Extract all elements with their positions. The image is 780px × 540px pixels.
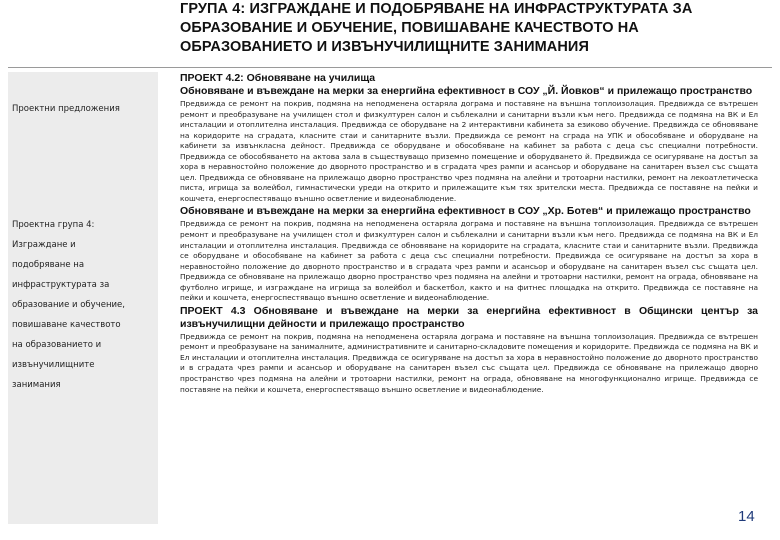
sidebar-label: Проектни предложения (12, 104, 120, 114)
sidebar-group-line: повишаване качеството (12, 320, 121, 330)
page-title: ГРУПА 4: ИЗГРАЖДАНЕ И ПОДОБРЯВАНЕ НА ИНФРАСТРУКТУРАТА ЗА ОБРАЗОВАНИЕ И ОБУЧЕНИЕ, ПОВИШАВАНЕ КАЧЕСТВОТО НА ОБРАЗОВАНИЕТО И ИЗВЪНУЧИЛИЩНИТЕ ЗАНИМАНИЯ (180, 1, 693, 55)
sidebar-group-line: подобряване на (12, 260, 85, 270)
section-heading-yovkov: Обновяване и въвеждане на мерки за енергийна ефективност в СОУ „Й. Йовков“ и прилежащо пространство (180, 85, 753, 97)
section-text-botev: Предвижда се ремонт на покрив, подмяна на неподменена остаряла дограма и поставяне на външна топлоизолация. Предвижда се вътрешен ремонт и преобразуване на училищен стол и физкултурен салон и съблекални и санитарни възли към него. Предвижда се подмяна на ВК и Ел инсталации и отоплителна инсталация. Предвижда се обновяване на коридорите на сградата, класните стаи и санитарните възли. Предвижда се оборудване и обособяване на кабинет за работа с деца със специални потребности. Предвижда се осигуряване на достъп за хора в неравностойно положение до дворното пространство и в сградата чрез рампи и асансьор и оборудване на санитарен възел със същата цел. Предвижда се обновяване на прилежащо дворно пространство чрез подмяна на алейни и тротоарни настилки, ремонт на ограда, обновяване на футболно игрище, и изграждане на игрища за волейбол и баскетбол, както и на фитнес площадка на открито. Предвижда се поставяне на пейки и кошчета, енергоспестяващо външно осветление и видеонаблюдение. (180, 219, 758, 303)
sidebar-group-line: Проектна група 4: (12, 220, 95, 230)
sidebar-group-line: извънучилищните (12, 360, 95, 370)
sidebar-group-line: образование и обучение, (12, 300, 125, 310)
section-text-yovkov: Предвижда се ремонт на покрив, подмяна на неподменена остаряла дограма и поставяне на външна топлоизолация. Предвижда се вътрешен ремонт и преобразуване на училищен стол и физкултурен салон и съблекални и санитарни възли към него. Предвижда се подмяна на ВК и Ел инсталации и отоплителна инсталация. Предвижда се оборудване на 2 интерактивни кабинета за езиково обучение. Предвижда се обновяване на коридорите на сградата, класните стаи и санитарните възли. Предвижда се ремонт на сграда на УПК и обособяване и оборудване на кабинети за извънкласна дейност. Предвижда се оборудване и обособяване на кабинет за работа с деца със специални потребности. Предвижда се обособяването на актова зала в съществуващо приземно помещение и оборудването й. Предвижда се осигуряване на достъп за хора в неравностойно положение до дворното пространство и в сградата чрез рампи и асансьор и оборудване на санитарен възел със същата цел. Предвижда се обновяване на прилежащо дворно пространство чрез подмяна на алейни и тротоарни настилки, ремонт на лекоатлетическа писта, игрища за волейбол, гимнастически уреди на открито и прилежащите към тях зрителски места. Предвижда се поставяне на пейки и кошчета, енергоспестяващо външно осветление и видеонаблюдение. (180, 99, 758, 203)
sidebar-project-group (12, 215, 158, 395)
project-4-3-text: Предвижда се ремонт на покрив, подмяна на неподменена остаряла дограма и поставяне на външна топлоизолация. Предвижда се вътрешен ремонт и преобразуване на занималните, административните и санитарно-складовите помещения и коридорите. Предвижда се подмяна на ВК и Ел инсталации и отоплителна инсталация. Предвижда се осигуряване на достъп за хора в неравностойно положение до дворното пространство и в сградата чрез рампи и асансьор и оборудване на санитарен възел със същата цел. Предвижда се обновяване на прилежащо дворно пространство чрез подмяна на алейни и тротоарни настилки, ремонт на ограда, обновяване на многофункционално игрище. Предвижда се поставяне на пейки и кошчета, енергоспестяващо външно осветление и видеонаблюдение. (180, 331, 758, 394)
main-content (180, 72, 758, 396)
sidebar (8, 72, 158, 524)
project-4-3-heading: ПРОЕКТ 4.3 Обновяване и въвеждане на мерки за енергийна ефективност в Общински център за извънучилищни дейности и прилежащо пространство (180, 304, 758, 330)
sidebar-group-line: занимания (12, 380, 61, 390)
page-number: 14 (738, 508, 755, 525)
sidebar-group-line: инфраструктурата за (12, 280, 110, 290)
header-divider (8, 67, 772, 68)
sidebar-group-line: Изграждане и (12, 240, 76, 250)
sidebar-group-line: на образованието и (12, 340, 102, 350)
project-4-2-title: ПРОЕКТ 4.2: Обновяване на училища (180, 72, 376, 84)
section-heading-botev: Обновяване и въвеждане на мерки за енергийна ефективност в СОУ „Хр. Ботев“ и прилежащо пространство (180, 205, 751, 218)
